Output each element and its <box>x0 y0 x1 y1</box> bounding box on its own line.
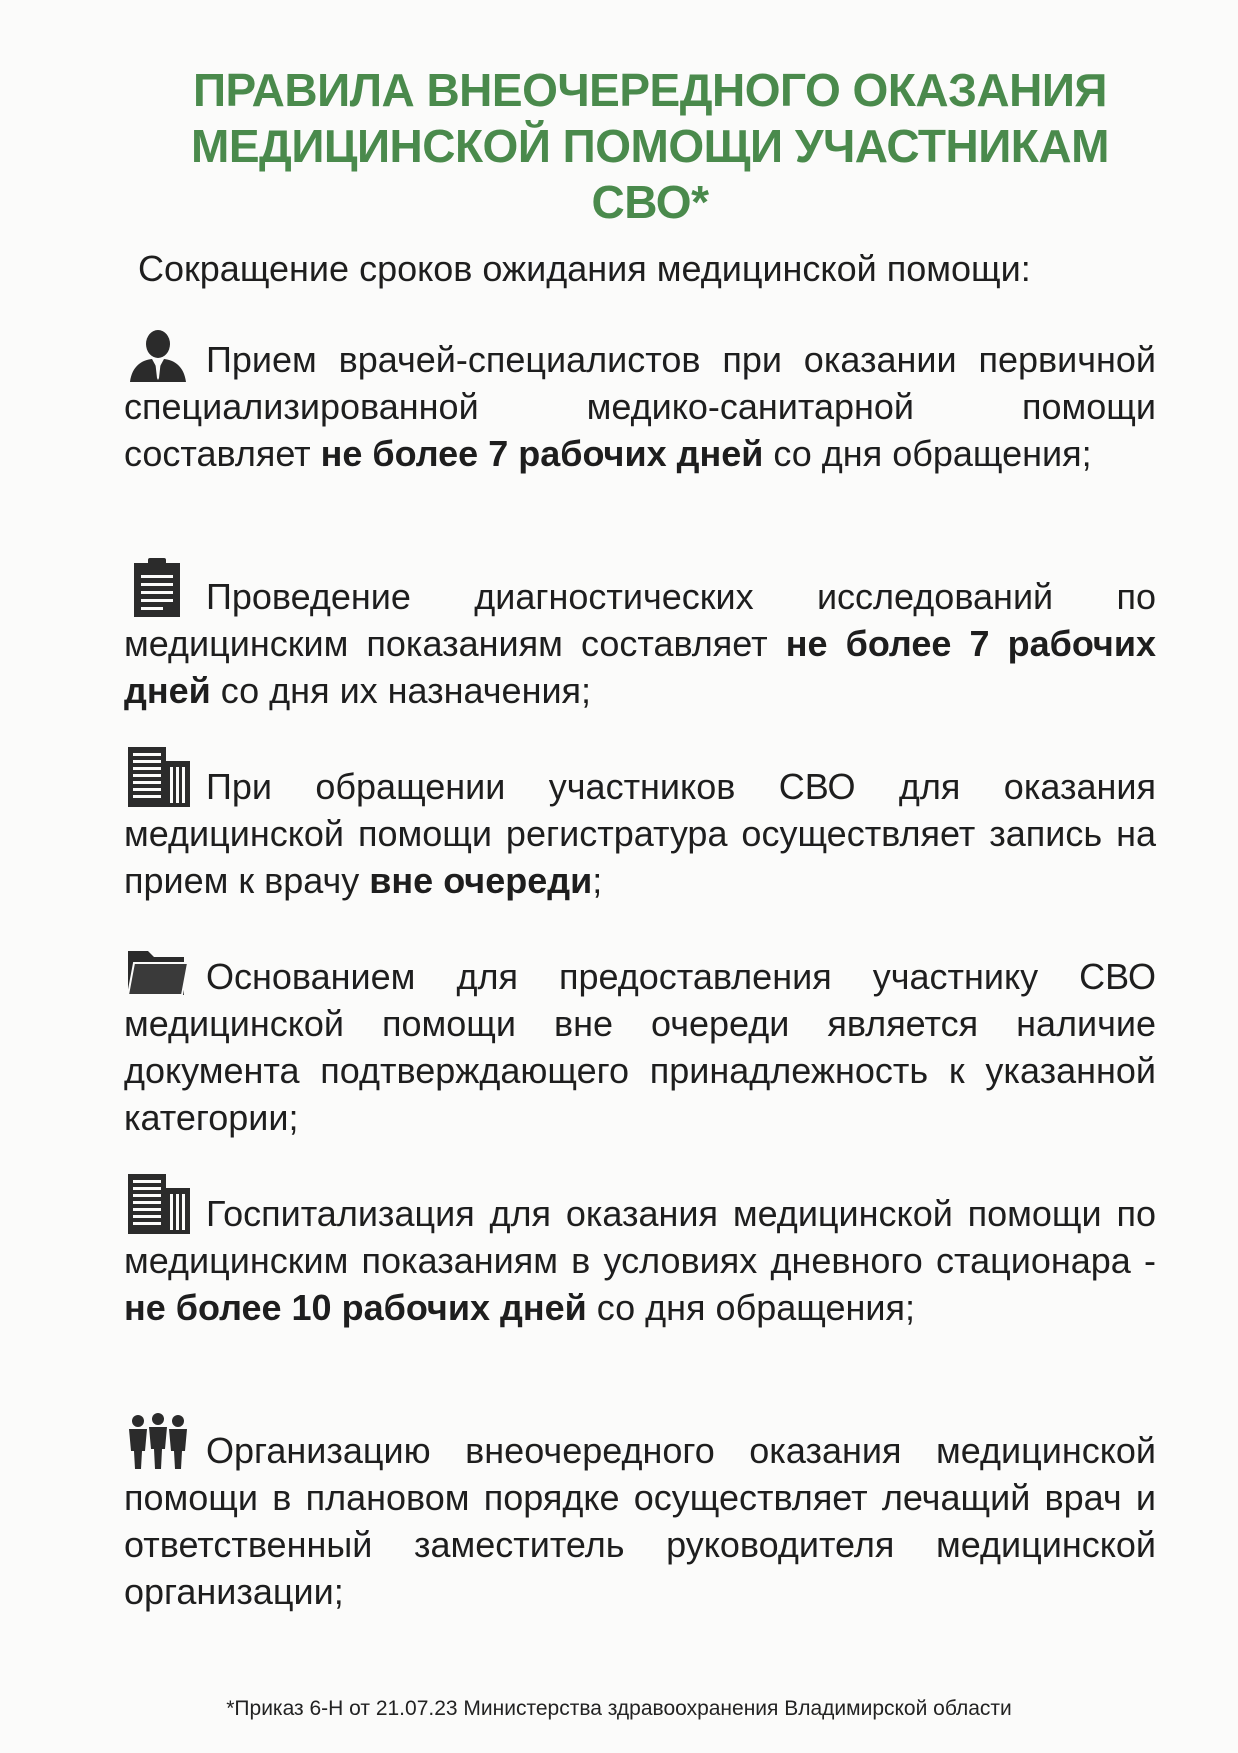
rule-3-text-end: ; <box>592 860 603 901</box>
rule-item-6 <box>124 1419 1156 1615</box>
footnote: *Приказ 6-Н от 21.07.23 Министерства здравоохранения Владимирской области <box>226 1697 1012 1720</box>
subtitle: Сокращение сроков ожидания медицинской помощи: <box>138 248 1031 289</box>
rule-item-1 <box>124 328 1156 477</box>
rule-item-3 <box>124 755 1156 904</box>
rule-5-text: Госпитализация для оказания медицинской помощи по медицинским показаниям в условиях дневного стационара - <box>124 1193 1156 1281</box>
rule-2-deadline: не более 7 рабочих дней <box>124 623 1156 711</box>
page-title <box>150 62 1150 230</box>
rule-3-text: При обращении участников СВО для оказания медицинской помощи регистратура осуществляет запись на прием к врачу <box>124 766 1156 901</box>
folder-icon <box>124 945 192 999</box>
person-icon <box>124 328 192 382</box>
title-line-3: СВО* <box>591 176 709 228</box>
rule-3-deadline: вне очереди <box>369 860 593 901</box>
rule-5-text-end: со дня обращения; <box>586 1287 915 1328</box>
rule-2-text: Проведение диагностических исследований по медицинским показаниям составляет <box>124 576 1156 664</box>
people-group-icon <box>124 1419 192 1473</box>
rule-item-5 <box>124 1182 1156 1331</box>
clipboard-icon <box>124 565 192 619</box>
title-line-1: ПРАВИЛА ВНЕОЧЕРЕДНОГО ОКАЗАНИЯ <box>192 64 1107 116</box>
rule-1-text-end: со дня обращения; <box>763 433 1092 474</box>
rule-4-text: Основанием для предоставления участнику СВО медицинской помощи вне очереди является наличие документа подтверждающего принадлежность к указанной категории; <box>124 956 1156 1138</box>
rule-1-text: Прием врачей-специалистов при оказании первичной специализированной медико-санитарной помощи составляет <box>124 339 1156 474</box>
rule-1-deadline: не более 7 рабочих дней <box>320 433 764 474</box>
rule-5-deadline: не более 10 рабочих дней <box>124 1287 587 1328</box>
rule-item-4 <box>124 945 1156 1141</box>
building-icon <box>124 755 192 809</box>
title-line-2: МЕДИЦИНСКОЙ ПОМОЩИ УЧАСТНИКАМ <box>191 120 1109 172</box>
rule-2-text-end: со дня их назначения; <box>210 670 592 711</box>
building-icon <box>124 1182 192 1236</box>
rule-item-2 <box>124 565 1156 714</box>
rule-6-text: Организацию внеочередного оказания медицинской помощи в плановом порядке осуществляет лечащий врач и ответственный заместитель руководителя медицинской организации; <box>124 1430 1156 1612</box>
